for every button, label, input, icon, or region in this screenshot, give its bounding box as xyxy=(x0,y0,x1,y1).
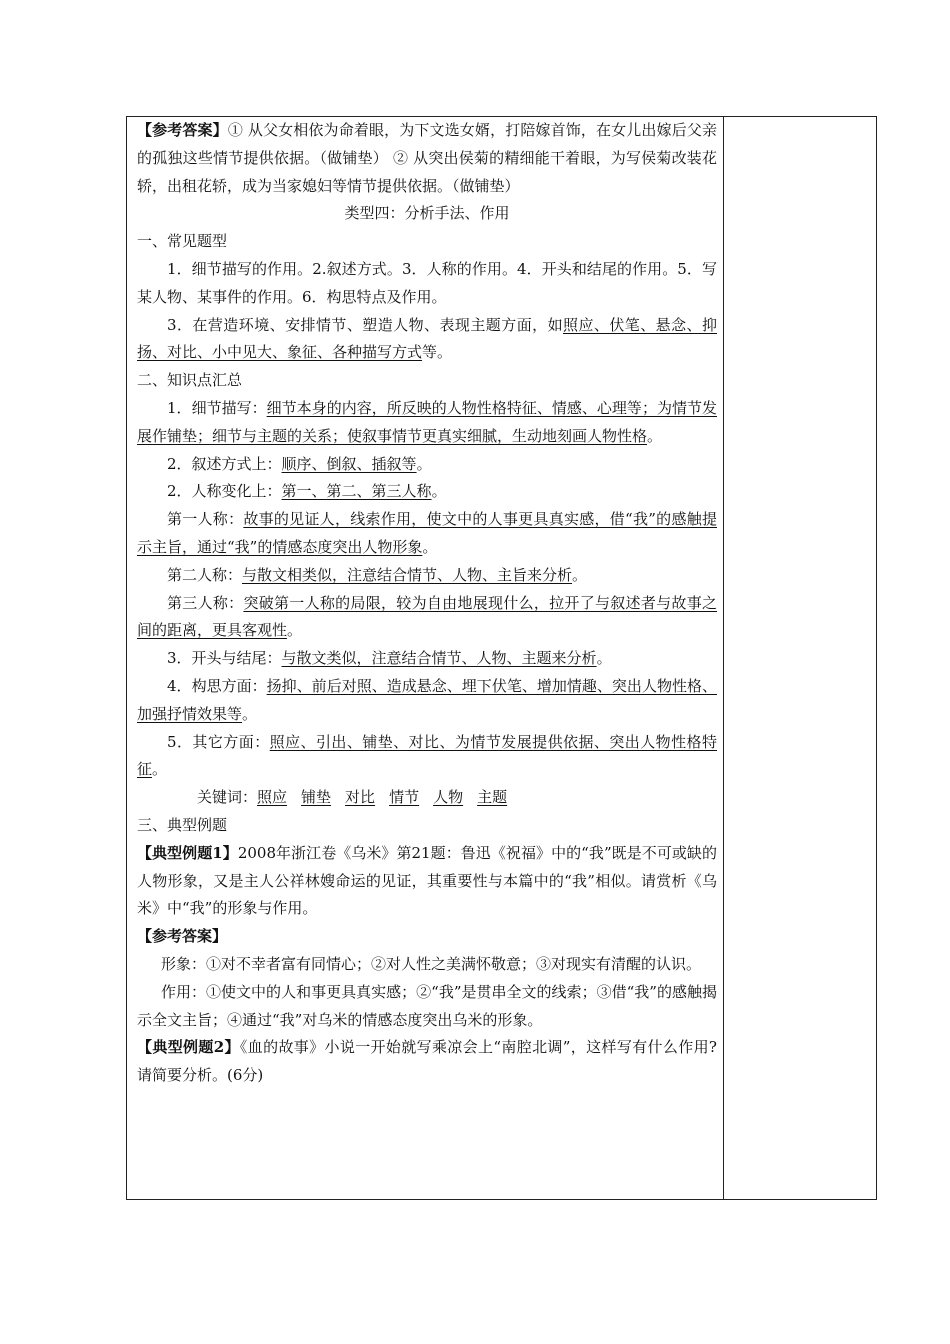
reference-answer-text: ① 从父女相依为命着眼，为下文选女婿，打陪嫁首饰，在女儿出嫁后父亲的孤独这些情节提供依据。（做铺垫） ② 从突出侯菊的精细能干着眼，为写侯菊改装花轿，出租花轿，成为当家媳妇等情节提供依据。（做铺垫） xyxy=(137,121,717,195)
example1-answer-label: 【参考答案】 xyxy=(137,927,228,946)
example2-label: 【典型例题2】 xyxy=(137,1038,240,1057)
knowledge-detail: 1．细节描写：细节本身的内容，所反映的人物性格特征、情感、心理等；为情节发展作铺垫；细节与主题的关系；使叙事情节更真实细腻，生动地刻画人物性格。 xyxy=(137,398,717,445)
knowledge-person: 2．人称变化上：第一、第二、第三人称。 xyxy=(167,482,447,501)
example1-text: 2008年浙江卷《乌米》第21题：鲁迅《祝福》中的“我”既是不可或缺的人物形象，又是主人公祥林嫂命运的见证，其重要性与本篇中的“我”相似。请赏析《乌米》中“我”的形象与作用。 xyxy=(137,843,717,918)
reference-answer-label: 【参考答案】 xyxy=(137,121,228,139)
reference-answer-paragraph xyxy=(137,117,717,200)
section-title-examples: 三、典型例题 xyxy=(137,815,228,834)
keyword: 主题 xyxy=(477,788,508,807)
knowledge-structure: 4．构思方面：扬抑、前后对照、造成悬念、埋下伏笔、增加情趣、突出人物性格、加强抒情效果等。 xyxy=(137,676,717,723)
keyword: 人物 xyxy=(433,788,464,807)
keyword: 照应 xyxy=(257,788,288,807)
content-table xyxy=(126,116,877,1200)
example2-paragraph xyxy=(137,1034,717,1090)
common-types-item3: 3．在营造环境、安排情节、塑造人物、表现主题方面，如照应、伏笔、悬念、抑扬、对比、小中见大、象征、各种描写方式等。 xyxy=(137,315,717,362)
common-types-item1: 1．细节描写的作用。2.叙述方式。3．人称的作用。4．开头和结尾的作用。5．写某人物、某事件的作用。6．构思特点及作用。 xyxy=(137,259,717,306)
example2-text: 《血的故事》小说一开始就写乘凉会上“南腔北调”，这样写有什么作用?请简要分析。(6分) xyxy=(137,1038,717,1085)
main-cell xyxy=(137,117,717,1090)
knowledge-narration: 2．叙述方式上：顺序、倒叙、插叙等。 xyxy=(167,454,432,473)
example1-answer-effect: 作用：①使文中的人和事更具真实感；②“我”是贯串全文的线索；③借“我”的感触揭示全文主旨；④通过“我”对乌米的情感态度突出乌米的形象。 xyxy=(137,982,717,1029)
keyword: 对比 xyxy=(345,788,376,807)
example1-answer-image: 形象：①对不幸者富有同情心；②对人性之美满怀敬意；③对现实有清醒的认识。 xyxy=(161,954,702,973)
column-divider xyxy=(723,117,724,1199)
knowledge-opening-ending: 3．开头与结尾：与散文类似，注意结合情节、人物、主题来分析。 xyxy=(167,649,612,668)
keyword: 情节 xyxy=(389,788,420,807)
keyword: 铺垫 xyxy=(301,788,332,807)
knowledge-second-person: 第二人称：与散文相类似，注意结合情节、人物、主旨来分析。 xyxy=(167,565,588,584)
section-title-knowledge: 二、知识点汇总 xyxy=(137,371,243,390)
knowledge-first-person: 第一人称：故事的见证人，线索作用，使文中的人事更具真实感，借“我”的感触提示主旨，通过“我”的情感态度突出人物形象。 xyxy=(137,510,717,556)
knowledge-third-person: 第三人称：突破第一人称的局限，较为自由地展现什么，拉开了与叙述者与故事之间的距离，更具客观性。 xyxy=(137,593,717,640)
example1-paragraph xyxy=(137,840,717,923)
example1-label: 【典型例题1】 xyxy=(137,843,238,862)
section-heading-type4: 类型四：分析手法、作用 xyxy=(344,204,510,223)
knowledge-other: 5．其它方面：照应、引出、铺垫、对比、为情节发展提供依据、突出人物性格特征。 xyxy=(137,732,717,779)
keywords-line: 关键词：照应 铺垫 对比 情节 人物 主题 xyxy=(197,788,508,807)
section-title-common-types: 一、常见题型 xyxy=(137,232,228,251)
